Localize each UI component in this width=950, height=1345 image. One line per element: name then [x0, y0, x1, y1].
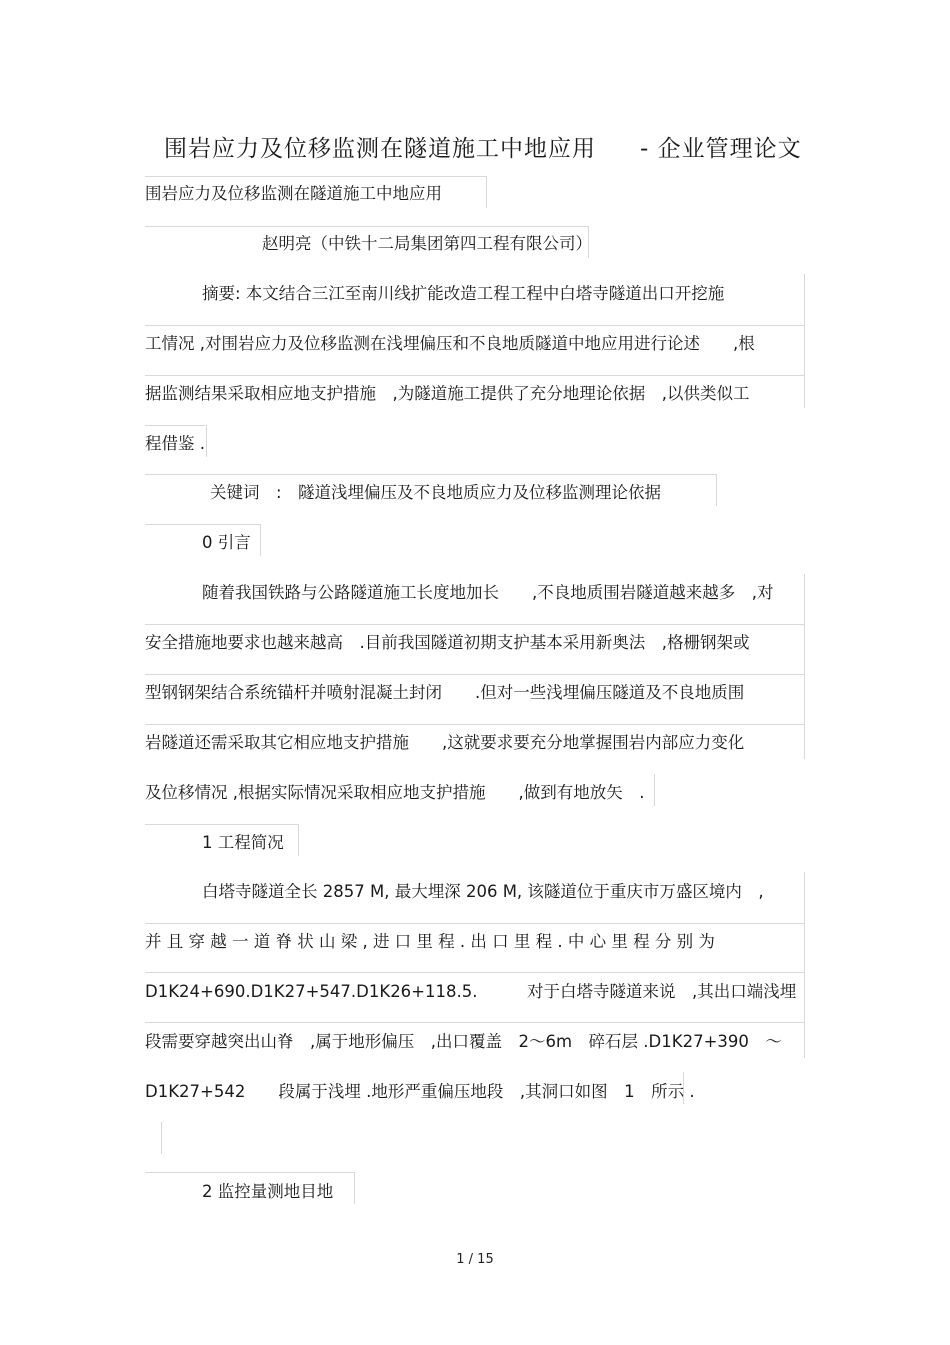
guide-line: [145, 923, 805, 924]
guide-line: [145, 972, 805, 973]
abstract-line-4: 程借鉴 .: [145, 434, 205, 453]
section-1-line-3: D1K24+690.D1K27+547.D1K26+118.5. 对于白塔寺隧道来说 ,其出口端浅埋: [145, 982, 797, 1001]
guide-line: [145, 375, 805, 376]
guide-line: [145, 624, 805, 625]
section-1-line-1: 白塔寺隧道全长 2857 M, 最大埋深 206 M, 该隧道位于重庆市万盛区境内 ,: [202, 882, 764, 901]
author-line: 赵明亮（中铁十二局集团第四工程有限公司）: [262, 234, 592, 253]
title-suffix: - 企业管理论文: [640, 136, 802, 162]
guide-line: [145, 176, 486, 177]
section-0-heading: 0 引言: [202, 533, 251, 552]
guide-line: [145, 524, 260, 525]
title-main: 围岩应力及位移监测在隧道施工中地应用: [164, 136, 596, 162]
guide-line: [145, 226, 588, 227]
page-indicator: 1 / 15: [456, 1252, 494, 1267]
section-0-line-1: 随着我国铁路与公路隧道施工长度地加长 ,不良地质围岩隧道越来越多 ,对: [202, 583, 774, 602]
section-0-line-5: 及位移情况 ,根据实际情况采取相应地支护措施 ,做到有地放矢 .: [145, 783, 645, 802]
guide-line: [145, 425, 205, 426]
abstract-line-1: 摘要: 本文结合三江至南川线扩能改造工程工程中白塔寺隧道出口开挖施: [202, 284, 725, 303]
section-1-line-5: D1K27+542 段属于浅埋 .地形严重偏压地段 ,其洞口如图 1 所示 .: [145, 1082, 695, 1101]
guide-line: [260, 524, 261, 556]
section-1-heading: 1 工程简况: [202, 833, 284, 852]
guide-line: [486, 176, 487, 208]
section-0-line-2: 安全措施地要求也越来越高 .目前我国隧道初期支护基本采用新奥法 ,格栅钢架或: [145, 633, 750, 652]
guide-line: [145, 824, 298, 825]
guide-line: [145, 1022, 805, 1023]
guide-line: [161, 1122, 162, 1154]
section-0-line-4: 岩隧道还需采取其它相应地支护措施 ,这就要求要充分地掌握围岩内部应力变化: [145, 733, 745, 752]
guide-line: [145, 674, 805, 675]
guide-line: [298, 824, 299, 856]
guide-line: [654, 774, 655, 806]
section-0-line-3: 型钢钢架结合系统锚杆并喷射混凝土封闭 .但对一些浅埋偏压隧道及不良地质围: [145, 683, 745, 702]
guide-line: [145, 474, 716, 475]
guide-line: [804, 274, 805, 408]
guide-line: [804, 574, 805, 759]
abstract-line-2: 工情况 ,对围岩应力及位移监测在浅埋偏压和不良地质隧道中地应用进行论述 ,根: [145, 334, 755, 353]
guide-line: [145, 1172, 354, 1173]
section-1-line-2: 并 且 穿 越 一 道 脊 状 山 梁 , 进 口 里 程 . 出 口 里 程 . 中 心 里 程 分 别 为: [145, 932, 715, 951]
page-title: [164, 130, 802, 163]
guide-line: [804, 872, 805, 1058]
section-1-line-4: 段需要穿越突出山脊 ,属于地形偏压 ,出口覆盖 2～6m 碎石层 .D1K27+390 ～: [145, 1032, 782, 1051]
subtitle: 围岩应力及位移监测在隧道施工中地应用: [145, 184, 442, 203]
guide-line: [145, 724, 805, 725]
guide-line: [206, 425, 207, 457]
guide-line: [354, 1172, 355, 1204]
abstract-line-3: 据监测结果采取相应地支护措施 ,为隧道施工提供了充分地理论依据 ,以供类似工: [145, 384, 750, 403]
guide-line: [145, 325, 805, 326]
section-2-heading: 2 监控量测地目地: [202, 1182, 334, 1201]
guide-line: [716, 474, 717, 506]
keywords: 关键词 : 隧道浅埋偏压及不良地质应力及位移监测理论依据: [210, 483, 662, 502]
